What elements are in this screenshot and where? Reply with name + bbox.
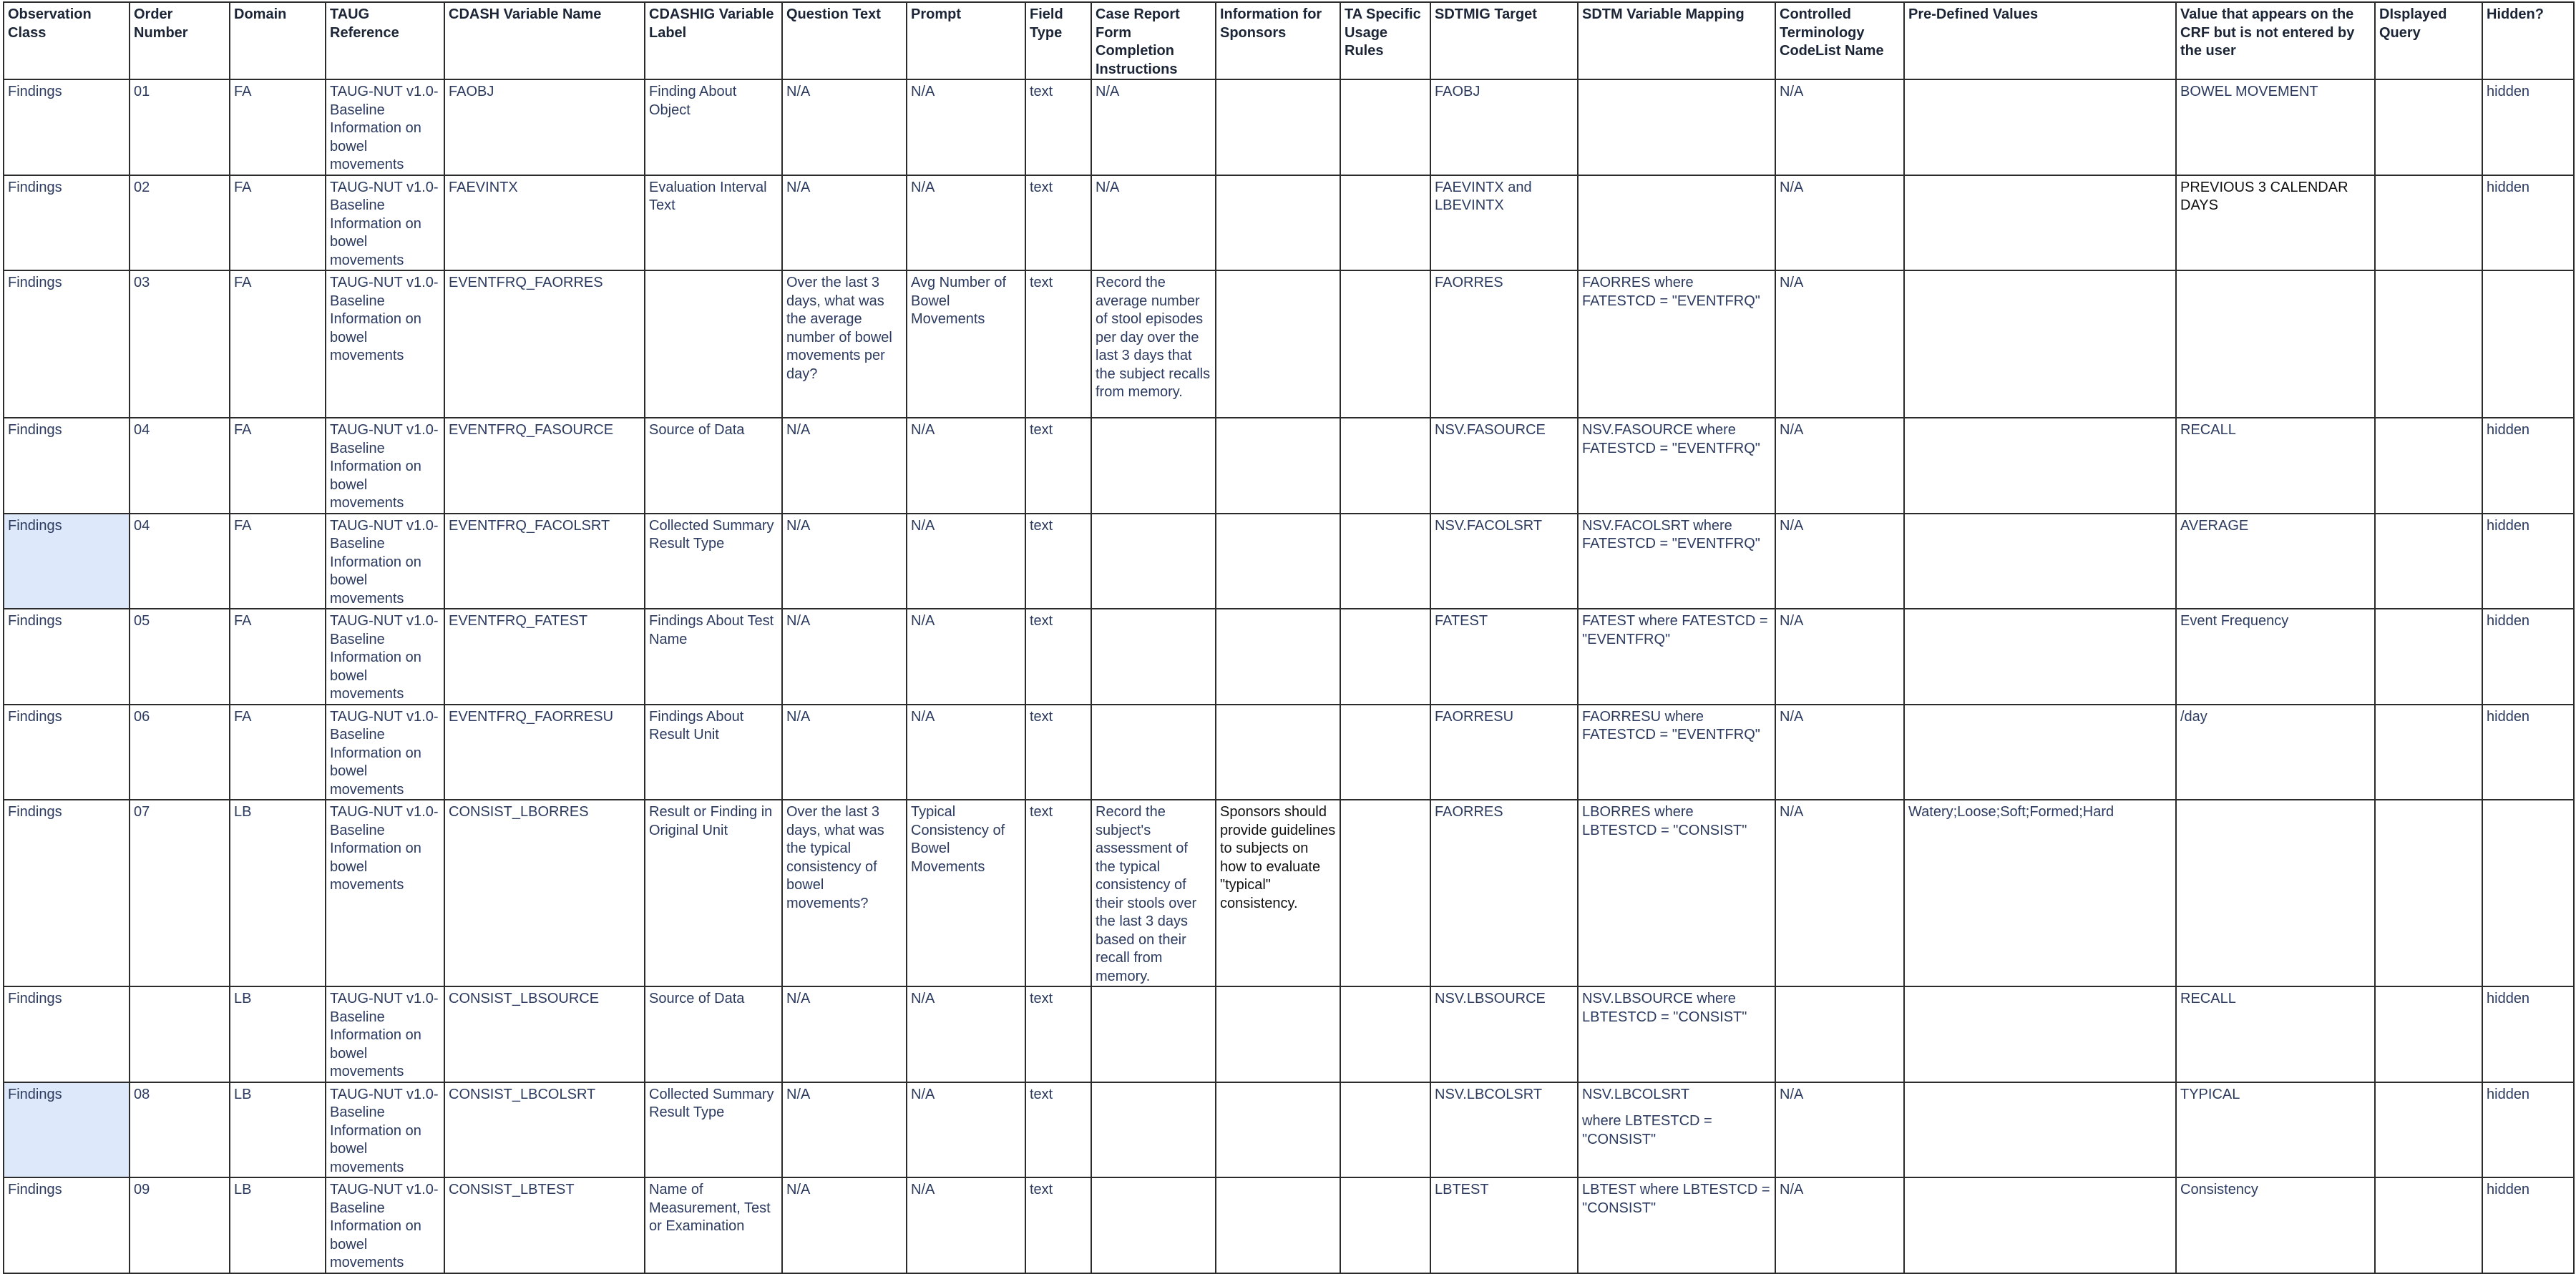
sdtm-mapping-line: where LBTESTCD = "CONSIST" bbox=[1582, 1113, 1712, 1147]
cell-displayed-query[interactable] bbox=[2375, 800, 2482, 986]
cell-sdtm-variable-mapping[interactable] bbox=[1578, 79, 1775, 175]
cell-cdash-variable-name[interactable]: EVENTFRQ_FAORRES bbox=[444, 270, 645, 418]
cell-information-for-sponsors[interactable] bbox=[1216, 609, 1340, 705]
cell-field-type[interactable]: text bbox=[1025, 175, 1091, 271]
column-header-prompt[interactable]: Prompt bbox=[907, 2, 1025, 79]
column-header-displayed-query[interactable]: DIsplayed Query bbox=[2375, 2, 2482, 79]
cell-taug-reference[interactable]: TAUG-NUT v1.0-Baseline Information on bowel movements bbox=[326, 514, 444, 609]
column-header-observation-class[interactable]: Observation Class bbox=[4, 2, 130, 79]
cell-cdash-variable-name[interactable]: EVENTFRQ_FASOURCE bbox=[444, 418, 645, 514]
cell-crf-display-value[interactable]: PREVIOUS 3 CALENDAR DAYS bbox=[2176, 175, 2375, 271]
cell-information-for-sponsors[interactable] bbox=[1216, 418, 1340, 514]
cell-order-number[interactable]: 07 bbox=[130, 800, 230, 986]
cell-taug-reference[interactable]: TAUG-NUT v1.0-Baseline Information on bowel movements bbox=[326, 705, 444, 800]
cell-crf-display-value[interactable]: Consistency bbox=[2176, 1177, 2375, 1273]
cell-displayed-query[interactable] bbox=[2375, 1177, 2482, 1273]
cell-pre-defined-values[interactable] bbox=[1904, 1177, 2176, 1273]
cell-order-number[interactable] bbox=[130, 986, 230, 1082]
cell-taug-reference[interactable]: TAUG-NUT v1.0-Baseline Information on bowel movements bbox=[326, 79, 444, 175]
table-row bbox=[4, 1177, 2574, 1273]
cell-pre-defined-values[interactable] bbox=[1904, 986, 2176, 1082]
cell-taug-reference[interactable]: TAUG-NUT v1.0-Baseline Information on bowel movements bbox=[326, 1082, 444, 1178]
column-header-controlled-terminology-codelist[interactable]: Controlled Terminology CodeList Name bbox=[1775, 2, 1904, 79]
cell-controlled-terminology-codelist[interactable]: N/A bbox=[1775, 1082, 1904, 1178]
cell-displayed-query[interactable] bbox=[2375, 1082, 2482, 1178]
cell-question-text[interactable]: N/A bbox=[782, 1177, 907, 1273]
cell-taug-reference[interactable]: TAUG-NUT v1.0-Baseline Information on bowel movements bbox=[326, 986, 444, 1082]
cell-sdtmig-target[interactable]: NSV.FASOURCE bbox=[1430, 418, 1578, 514]
cell-prompt[interactable]: Avg Number of Bowel Movements bbox=[907, 270, 1025, 418]
cell-crf-display-value[interactable]: BOWEL MOVEMENT bbox=[2176, 79, 2375, 175]
cell-sdtmig-target[interactable]: FAORRES bbox=[1430, 800, 1578, 986]
cell-prompt[interactable]: N/A bbox=[907, 705, 1025, 800]
cell-sdtm-variable-mapping[interactable]: NSV.FACOLSRT where FATESTCD = "EVENTFRQ" bbox=[1578, 514, 1775, 609]
cell-observation-class[interactable]: Findings bbox=[4, 609, 130, 705]
column-header-question-text[interactable]: Question Text bbox=[782, 2, 907, 79]
cell-sdtm-variable-mapping[interactable] bbox=[1578, 175, 1775, 271]
cell-order-number[interactable]: 04 bbox=[130, 514, 230, 609]
table-row bbox=[4, 175, 2574, 271]
cell-pre-defined-values[interactable] bbox=[1904, 514, 2176, 609]
cell-sdtm-variable-mapping[interactable]: LBORRES where LBTESTCD = "CONSIST" bbox=[1578, 800, 1775, 986]
cell-information-for-sponsors[interactable] bbox=[1216, 1177, 1340, 1273]
cell-crf-completion-instructions[interactable] bbox=[1091, 1177, 1216, 1273]
cell-sdtmig-target[interactable]: NSV.LBSOURCE bbox=[1430, 986, 1578, 1082]
cell-field-type[interactable]: text bbox=[1025, 705, 1091, 800]
column-header-information-for-sponsors[interactable]: Information for Sponsors bbox=[1216, 2, 1340, 79]
cell-hidden-flag[interactable]: hidden bbox=[2482, 418, 2574, 514]
cell-domain[interactable]: FA bbox=[230, 705, 326, 800]
cell-cdashig-variable-label[interactable]: Collected Summary Result Type bbox=[645, 514, 782, 609]
cell-sdtm-variable-mapping[interactable]: FAORRES where FATESTCD = "EVENTFRQ" bbox=[1578, 270, 1775, 418]
cell-hidden-flag[interactable]: hidden bbox=[2482, 986, 2574, 1082]
cell-domain[interactable]: FA bbox=[230, 79, 326, 175]
cell-cdashig-variable-label[interactable]: Collected Summary Result Type bbox=[645, 1082, 782, 1178]
table-row bbox=[4, 609, 2574, 705]
cell-crf-display-value[interactable]: TYPICAL bbox=[2176, 1082, 2375, 1178]
cell-question-text[interactable]: N/A bbox=[782, 609, 907, 705]
cell-observation-class[interactable]: Findings bbox=[4, 705, 130, 800]
cell-crf-completion-instructions[interactable]: N/A bbox=[1091, 79, 1216, 175]
cell-question-text[interactable]: N/A bbox=[782, 1082, 907, 1178]
cell-observation-class[interactable]: Findings bbox=[4, 986, 130, 1082]
cell-question-text[interactable]: Over the last 3 days, what was the typical consistency of bowel movements? bbox=[782, 800, 907, 986]
cell-domain[interactable]: FA bbox=[230, 270, 326, 418]
cell-prompt[interactable]: N/A bbox=[907, 514, 1025, 609]
cell-cdash-variable-name[interactable]: CONSIST_LBORRES bbox=[444, 800, 645, 986]
cell-cdash-variable-name[interactable]: CONSIST_LBTEST bbox=[444, 1177, 645, 1273]
header-row bbox=[4, 2, 2574, 79]
sdtm-mapping-line: NSV.LBCOLSRT bbox=[1582, 1086, 1690, 1102]
cell-crf-display-value[interactable]: /day bbox=[2176, 705, 2375, 800]
cell-information-for-sponsors[interactable] bbox=[1216, 270, 1340, 418]
cell-information-for-sponsors[interactable]: Sponsors should provide guidelines to subjects on how to evaluate "typical" consistency. bbox=[1216, 800, 1340, 986]
cell-taug-reference[interactable]: TAUG-NUT v1.0-Baseline Information on bowel movements bbox=[326, 418, 444, 514]
cell-prompt[interactable]: N/A bbox=[907, 175, 1025, 271]
cell-question-text[interactable]: N/A bbox=[782, 514, 907, 609]
cell-question-text[interactable]: N/A bbox=[782, 175, 907, 271]
cell-pre-defined-values[interactable] bbox=[1904, 1082, 2176, 1178]
cell-sdtm-variable-mapping[interactable]: FATEST where FATESTCD = "EVENTFRQ" bbox=[1578, 609, 1775, 705]
cell-sdtm-variable-mapping[interactable]: FAORRESU where FATESTCD = "EVENTFRQ" bbox=[1578, 705, 1775, 800]
cell-domain[interactable]: LB bbox=[230, 1082, 326, 1178]
cell-question-text[interactable]: N/A bbox=[782, 418, 907, 514]
cell-prompt[interactable]: N/A bbox=[907, 418, 1025, 514]
cell-hidden-flag[interactable] bbox=[2482, 800, 2574, 986]
cell-prompt[interactable]: N/A bbox=[907, 1082, 1025, 1178]
cell-sdtmig-target[interactable]: FAOBJ bbox=[1430, 79, 1578, 175]
cell-crf-completion-instructions[interactable] bbox=[1091, 1082, 1216, 1178]
cell-cdash-variable-name[interactable]: CONSIST_LBCOLSRT bbox=[444, 1082, 645, 1178]
cell-cdash-variable-name[interactable]: EVENTFRQ_FATEST bbox=[444, 609, 645, 705]
cell-sdtmig-target[interactable]: NSV.FACOLSRT bbox=[1430, 514, 1578, 609]
cell-domain[interactable]: LB bbox=[230, 1177, 326, 1273]
cell-prompt[interactable]: N/A bbox=[907, 609, 1025, 705]
cell-ta-specific-usage-rules[interactable] bbox=[1340, 514, 1430, 609]
cell-crf-display-value[interactable] bbox=[2176, 800, 2375, 986]
column-header-crf-completion-instructions[interactable]: Case Report Form Completion Instructions bbox=[1091, 2, 1216, 79]
cell-crf-completion-instructions[interactable] bbox=[1091, 514, 1216, 609]
cell-crf-display-value[interactable]: RECALL bbox=[2176, 418, 2375, 514]
cell-displayed-query[interactable] bbox=[2375, 514, 2482, 609]
cell-cdash-variable-name[interactable]: EVENTFRQ_FACOLSRT bbox=[444, 514, 645, 609]
cell-controlled-terminology-codelist[interactable]: N/A bbox=[1775, 1177, 1904, 1273]
cell-information-for-sponsors[interactable] bbox=[1216, 79, 1340, 175]
cell-pre-defined-values[interactable] bbox=[1904, 175, 2176, 271]
table-row bbox=[4, 514, 2574, 609]
cell-order-number[interactable]: 09 bbox=[130, 1177, 230, 1273]
cell-crf-completion-instructions[interactable] bbox=[1091, 986, 1216, 1082]
cell-sdtm-variable-mapping[interactable]: LBTEST where LBTESTCD = "CONSIST" bbox=[1578, 1177, 1775, 1273]
cell-crf-display-value[interactable] bbox=[2176, 270, 2375, 418]
cell-pre-defined-values[interactable] bbox=[1904, 270, 2176, 418]
cell-controlled-terminology-codelist[interactable]: N/A bbox=[1775, 418, 1904, 514]
cell-hidden-flag[interactable]: hidden bbox=[2482, 609, 2574, 705]
cell-cdashig-variable-label[interactable]: Findings About Result Unit bbox=[645, 705, 782, 800]
cell-observation-class[interactable]: Findings bbox=[4, 270, 130, 418]
cell-field-type[interactable]: text bbox=[1025, 418, 1091, 514]
cell-pre-defined-values[interactable] bbox=[1904, 609, 2176, 705]
cell-order-number[interactable]: 03 bbox=[130, 270, 230, 418]
cell-order-number[interactable]: 04 bbox=[130, 418, 230, 514]
cell-hidden-flag[interactable]: hidden bbox=[2482, 705, 2574, 800]
column-header-ta-specific-usage-rules[interactable]: TA Specific Usage Rules bbox=[1340, 2, 1430, 79]
cell-ta-specific-usage-rules[interactable] bbox=[1340, 1082, 1430, 1178]
cell-information-for-sponsors[interactable] bbox=[1216, 175, 1340, 271]
cell-taug-reference[interactable]: TAUG-NUT v1.0-Baseline Information on bowel movements bbox=[326, 270, 444, 418]
cell-hidden-flag[interactable]: hidden bbox=[2482, 175, 2574, 271]
cell-ta-specific-usage-rules[interactable] bbox=[1340, 79, 1430, 175]
column-header-taug-reference[interactable]: TAUG Reference bbox=[326, 2, 444, 79]
cell-information-for-sponsors[interactable] bbox=[1216, 705, 1340, 800]
cell-information-for-sponsors[interactable] bbox=[1216, 514, 1340, 609]
cell-cdashig-variable-label[interactable]: Source of Data bbox=[645, 418, 782, 514]
cell-hidden-flag[interactable] bbox=[2482, 270, 2574, 418]
cell-controlled-terminology-codelist[interactable]: N/A bbox=[1775, 800, 1904, 986]
cell-question-text[interactable]: N/A bbox=[782, 986, 907, 1082]
cell-taug-reference[interactable]: TAUG-NUT v1.0-Baseline Information on bowel movements bbox=[326, 609, 444, 705]
cell-displayed-query[interactable] bbox=[2375, 986, 2482, 1082]
cell-order-number[interactable]: 08 bbox=[130, 1082, 230, 1178]
cell-sdtm-variable-mapping[interactable]: NSV.LBSOURCE where LBTESTCD = "CONSIST" bbox=[1578, 986, 1775, 1082]
cell-cdashig-variable-label[interactable]: Source of Data bbox=[645, 986, 782, 1082]
cell-cdash-variable-name[interactable]: FAOBJ bbox=[444, 79, 645, 175]
table-row bbox=[4, 1082, 2574, 1178]
cell-cdashig-variable-label[interactable]: Evaluation Interval Text bbox=[645, 175, 782, 271]
cell-field-type[interactable]: text bbox=[1025, 270, 1091, 418]
cell-crf-completion-instructions[interactable] bbox=[1091, 418, 1216, 514]
cell-prompt[interactable]: N/A bbox=[907, 1177, 1025, 1273]
cell-crf-completion-instructions[interactable]: N/A bbox=[1091, 175, 1216, 271]
cell-sdtmig-target[interactable]: FAORRESU bbox=[1430, 705, 1578, 800]
cell-crf-display-value[interactable]: Event Frequency bbox=[2176, 609, 2375, 705]
cell-domain[interactable]: FA bbox=[230, 418, 326, 514]
cell-crf-completion-instructions[interactable] bbox=[1091, 705, 1216, 800]
cell-hidden-flag[interactable]: hidden bbox=[2482, 79, 2574, 175]
cell-pre-defined-values[interactable] bbox=[1904, 79, 2176, 175]
cell-controlled-terminology-codelist[interactable]: N/A bbox=[1775, 79, 1904, 175]
cell-taug-reference[interactable]: TAUG-NUT v1.0-Baseline Information on bowel movements bbox=[326, 800, 444, 986]
cell-domain[interactable]: LB bbox=[230, 986, 326, 1082]
column-header-cdashig-variable-label[interactable]: CDASHIG Variable Label bbox=[645, 2, 782, 79]
cell-sdtm-variable-mapping[interactable] bbox=[1578, 1082, 1775, 1178]
cell-observation-class[interactable]: Findings bbox=[4, 1082, 130, 1178]
cell-information-for-sponsors[interactable] bbox=[1216, 986, 1340, 1082]
cell-controlled-terminology-codelist[interactable]: N/A bbox=[1775, 609, 1904, 705]
table-row bbox=[4, 418, 2574, 514]
table-row bbox=[4, 986, 2574, 1082]
cell-sdtm-variable-mapping[interactable]: NSV.FASOURCE where FATESTCD = "EVENTFRQ" bbox=[1578, 418, 1775, 514]
cell-sdtmig-target[interactable]: NSV.LBCOLSRT bbox=[1430, 1082, 1578, 1178]
cell-field-type[interactable]: text bbox=[1025, 1082, 1091, 1178]
cell-cdash-variable-name[interactable]: FAEVINTX bbox=[444, 175, 645, 271]
column-header-sdtm-variable-mapping[interactable]: SDTM Variable Mapping bbox=[1578, 2, 1775, 79]
cell-displayed-query[interactable] bbox=[2375, 79, 2482, 175]
cell-observation-class[interactable]: Findings bbox=[4, 79, 130, 175]
cell-cdash-variable-name[interactable]: CONSIST_LBSOURCE bbox=[444, 986, 645, 1082]
cell-observation-class[interactable]: Findings bbox=[4, 800, 130, 986]
cell-cdashig-variable-label[interactable]: Name of Measurement, Test or Examination bbox=[645, 1177, 782, 1273]
column-header-order-number[interactable]: Order Number bbox=[130, 2, 230, 79]
cell-observation-class[interactable]: Findings bbox=[4, 418, 130, 514]
cell-information-for-sponsors[interactable] bbox=[1216, 1082, 1340, 1178]
cell-displayed-query[interactable] bbox=[2375, 418, 2482, 514]
table-row bbox=[4, 800, 2574, 986]
cell-controlled-terminology-codelist[interactable]: N/A bbox=[1775, 270, 1904, 418]
cell-hidden-flag[interactable]: hidden bbox=[2482, 1177, 2574, 1273]
cell-ta-specific-usage-rules[interactable] bbox=[1340, 1177, 1430, 1273]
cell-crf-completion-instructions[interactable] bbox=[1091, 609, 1216, 705]
cell-sdtmig-target[interactable]: FAORRES bbox=[1430, 270, 1578, 418]
cell-order-number[interactable]: 05 bbox=[130, 609, 230, 705]
cell-controlled-terminology-codelist[interactable]: N/A bbox=[1775, 514, 1904, 609]
cell-domain[interactable]: LB bbox=[230, 800, 326, 986]
column-header-crf-display-value[interactable]: Value that appears on the CRF but is not entered by the user bbox=[2176, 2, 2375, 79]
cell-hidden-flag[interactable]: hidden bbox=[2482, 1082, 2574, 1178]
cell-displayed-query[interactable] bbox=[2375, 270, 2482, 418]
cell-cdashig-variable-label[interactable]: Finding About Object bbox=[645, 79, 782, 175]
cell-crf-display-value[interactable]: RECALL bbox=[2176, 986, 2375, 1082]
cell-prompt[interactable]: N/A bbox=[907, 986, 1025, 1082]
cell-observation-class[interactable]: Findings bbox=[4, 514, 130, 609]
table-row bbox=[4, 270, 2574, 418]
column-header-hidden-flag[interactable]: Hidden? bbox=[2482, 2, 2574, 79]
cell-observation-class[interactable]: Findings bbox=[4, 1177, 130, 1273]
cell-ta-specific-usage-rules[interactable] bbox=[1340, 418, 1430, 514]
cell-crf-completion-instructions[interactable]: Record the subject's assessment of the typical consistency of their stools over the last 3 days based on their recall from memory. bbox=[1091, 800, 1216, 986]
cell-cdashig-variable-label[interactable] bbox=[645, 270, 782, 418]
column-header-field-type[interactable]: Field Type bbox=[1025, 2, 1091, 79]
cell-ta-specific-usage-rules[interactable] bbox=[1340, 800, 1430, 986]
cell-taug-reference[interactable]: TAUG-NUT v1.0-Baseline Information on bowel movements bbox=[326, 1177, 444, 1273]
cell-field-type[interactable]: text bbox=[1025, 986, 1091, 1082]
cell-ta-specific-usage-rules[interactable] bbox=[1340, 175, 1430, 271]
cell-controlled-terminology-codelist[interactable]: N/A bbox=[1775, 705, 1904, 800]
cell-question-text[interactable]: N/A bbox=[782, 705, 907, 800]
cell-domain[interactable]: FA bbox=[230, 514, 326, 609]
column-header-domain[interactable]: Domain bbox=[230, 2, 326, 79]
cell-ta-specific-usage-rules[interactable] bbox=[1340, 986, 1430, 1082]
cell-order-number[interactable]: 02 bbox=[130, 175, 230, 271]
cell-crf-display-value[interactable]: AVERAGE bbox=[2176, 514, 2375, 609]
cell-order-number[interactable]: 01 bbox=[130, 79, 230, 175]
cell-question-text[interactable]: Over the last 3 days, what was the average number of bowel movements per day? bbox=[782, 270, 907, 418]
cell-question-text[interactable]: N/A bbox=[782, 79, 907, 175]
cell-domain[interactable]: FA bbox=[230, 175, 326, 271]
cell-displayed-query[interactable] bbox=[2375, 705, 2482, 800]
cell-order-number[interactable]: 06 bbox=[130, 705, 230, 800]
cell-ta-specific-usage-rules[interactable] bbox=[1340, 705, 1430, 800]
cell-ta-specific-usage-rules[interactable] bbox=[1340, 270, 1430, 418]
cell-field-type[interactable]: text bbox=[1025, 514, 1091, 609]
cell-field-type[interactable]: text bbox=[1025, 609, 1091, 705]
cell-sdtmig-target[interactable]: FAEVINTX and LBEVINTX bbox=[1430, 175, 1578, 271]
cell-taug-reference[interactable]: TAUG-NUT v1.0-Baseline Information on bowel movements bbox=[326, 175, 444, 271]
cell-observation-class[interactable]: Findings bbox=[4, 175, 130, 271]
cell-sdtmig-target[interactable]: LBTEST bbox=[1430, 1177, 1578, 1273]
cell-controlled-terminology-codelist[interactable] bbox=[1775, 986, 1904, 1082]
cell-pre-defined-values[interactable] bbox=[1904, 705, 2176, 800]
crf-metadata-table bbox=[3, 1, 2575, 1274]
spreadsheet bbox=[3, 1, 2575, 1274]
cell-field-type[interactable]: text bbox=[1025, 1177, 1091, 1273]
cell-domain[interactable]: FA bbox=[230, 609, 326, 705]
cell-pre-defined-values[interactable]: Watery;Loose;Soft;Formed;Hard bbox=[1904, 800, 2176, 986]
cell-field-type[interactable]: text bbox=[1025, 800, 1091, 986]
cell-sdtmig-target[interactable]: FATEST bbox=[1430, 609, 1578, 705]
cell-cdashig-variable-label[interactable]: Result or Finding in Original Unit bbox=[645, 800, 782, 986]
cell-cdash-variable-name[interactable]: EVENTFRQ_FAORRESU bbox=[444, 705, 645, 800]
table-row bbox=[4, 705, 2574, 800]
column-header-pre-defined-values[interactable]: Pre-Defined Values bbox=[1904, 2, 2176, 79]
column-header-cdash-variable-name[interactable]: CDASH Variable Name bbox=[444, 2, 645, 79]
table-row bbox=[4, 79, 2574, 175]
cell-hidden-flag[interactable]: hidden bbox=[2482, 514, 2574, 609]
cell-controlled-terminology-codelist[interactable]: N/A bbox=[1775, 175, 1904, 271]
cell-prompt[interactable]: N/A bbox=[907, 79, 1025, 175]
cell-pre-defined-values[interactable] bbox=[1904, 418, 2176, 514]
cell-ta-specific-usage-rules[interactable] bbox=[1340, 609, 1430, 705]
cell-prompt[interactable]: Typical Consistency of Bowel Movements bbox=[907, 800, 1025, 986]
cell-field-type[interactable]: text bbox=[1025, 79, 1091, 175]
cell-cdashig-variable-label[interactable]: Findings About Test Name bbox=[645, 609, 782, 705]
cell-displayed-query[interactable] bbox=[2375, 609, 2482, 705]
column-header-sdtmig-target[interactable]: SDTMIG Target bbox=[1430, 2, 1578, 79]
cell-crf-completion-instructions[interactable]: Record the average number of stool episodes per day over the last 3 days that the subject recalls from memory. bbox=[1091, 270, 1216, 418]
cell-displayed-query[interactable] bbox=[2375, 175, 2482, 271]
